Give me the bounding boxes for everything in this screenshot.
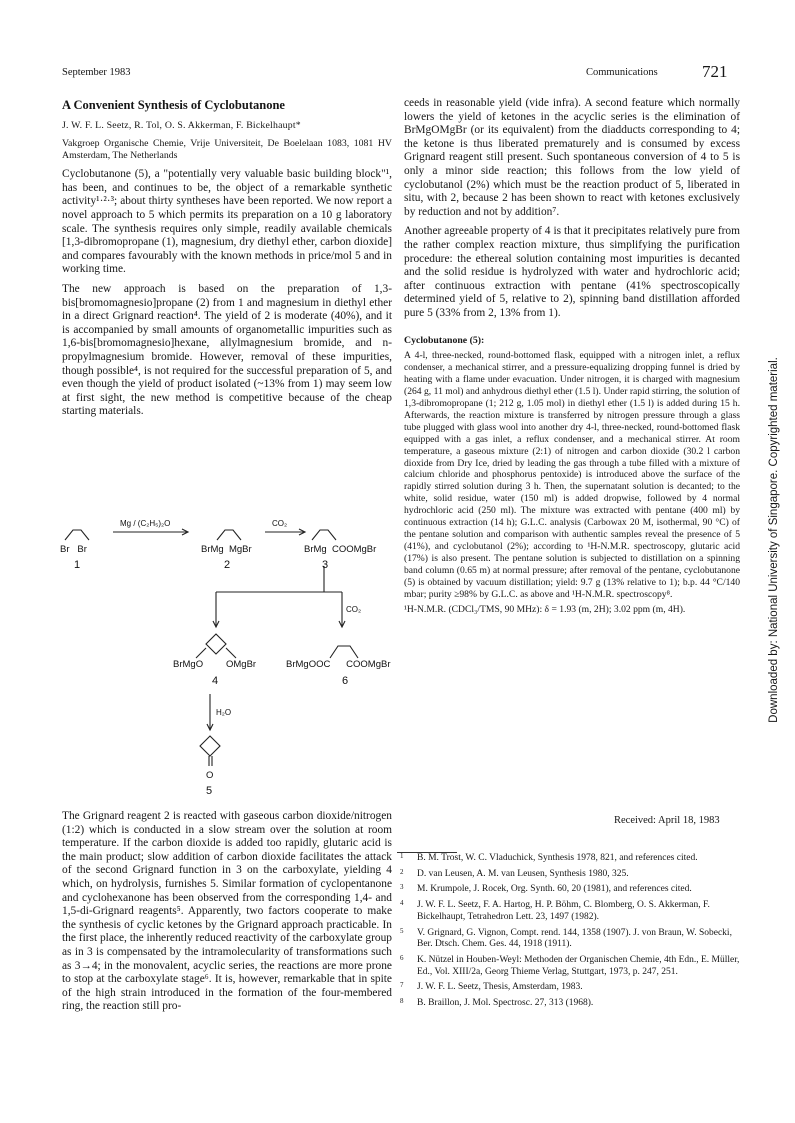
reference-item: 1 B. M. Trost, W. C. Vladuchick, Synthesis 1978, 821, and references cited. <box>400 852 698 863</box>
compound-2-label: BrMg MgBr <box>201 544 252 555</box>
compound-2-skeleton <box>217 530 241 540</box>
experimental-title: Cyclobutanone (5): <box>404 334 485 346</box>
reference-item: 6 K. Nützel in Houben-Weyl: Methoden der Organischen Chemie, 4th Edn., E. Müller, Ed., Vol. XIII/2a, Georg Thieme Verlag, Stuttgart, 1973, p. 247, 251. <box>400 953 740 977</box>
compound-6-label: BrMgOOC COOMgBr <box>286 659 391 670</box>
compound-5-number: 5 <box>206 785 213 797</box>
reference-item: 4 J. W. F. L. Seetz, F. A. Hartog, H. P. Böhm, C. Blomberg, O. S. Akkerman, F. Bickelhaupt, Tetrahedron Lett. 23, 1497 (1982). <box>400 899 710 922</box>
compound-5-oxygen: O <box>206 770 214 781</box>
left-column-top <box>62 99 392 425</box>
reference-item: 3 M. Krumpole, J. Rocek, Org. Synth. 60, 20 (1981), and references cited. <box>400 883 692 895</box>
compound-3-number: 3 <box>322 559 329 571</box>
right-paragraph-1: ceeds in reasonable yield (vide infra). A second feature which normally lowers the yield of ketones in the acyclic series is the elimination of BrMgOMgBr (or its equivalent) from the diadducts corresponding to 4; the ketone is thus liberated prematurely and is consumed by excess Grignard reagent still present. Such spontaneous conversion of 4 to 5 is only a minor side reaction; this follows from the low yield of cyclobutanol (2%) which must be the reaction product of 5, liberated in situ, with 2, because 2 has been shown to react with ketones exclusively by reduction and not by addition⁷. <box>404 97 740 218</box>
reference-item: 5 V. Grignard, G. Vignon, Compt. rend. 144, 1358 (1907). J. von Braun, W. Sobecki, Ber. Dtsch. Chem. Ges. 44, 1918 (1911). <box>400 926 732 950</box>
compound-5-ring <box>200 736 220 756</box>
nmr-data: ¹H-N.M.R. (CDCl₃/TMS, 90 MHz): δ = 1.93 (m, 2H); 3.02 ppm (m, 4H). <box>404 604 686 616</box>
references-list <box>400 853 740 1014</box>
experimental-text: A 4-l, three-necked, round-bottomed flask, equipped with a nitrogen inlet, a reflux condenser, a mechanical stirrer, and a pressure-equalizing dropping funnel is dried by heating with a flame under evacuation. Under nitrogen, it is charged with magnesium (264 g, 11 mol) and anhydrous diethyl ether (1.5 l). Under rapid stirring, the solution of 1,3-dibromopropane (1; 212 g, 1.05 mol) in diethyl ether (1.5 l) is added during 15 h. Afterwards, the reaction mixture is transferred by nitrogen pressure through a glass tube plugged with glass wool into another dry 4-l, three-necked, round-bottomed flask equipped with a gas inlet, a reflux condenser, and a mechanical stirrer. At room temperature, a gaseous mixture (2:1) of nitrogen and carbon dioxide (30.2 l carbon dioxide from Dry Ice, dried by leading the gas through a tube filled with a mixture of calcium chloride and phosphorus pentoxide) is introduced above the surface of the rapidly stirred solution during 3 h. Then, the supernatant solution is decanted; to the white, solid residue, water (150 ml) is added dropwise, followed by 4 normal hydrochloric acid (250 ml). The mixture was extracted with pentane (400 ml) by continuous extraction (14 h); G.L.C. analysis (Carbowax 20 M, isothermal, 90 °C) of the pentane solution and comparison with authentic samples reveal the presence of 5 (41%), and cyclobutanol (2%); according to ¹H-N.M.R. spectroscopy, glutaric acid (17%) is also present. The pentane solution is subjected to distillation on a spinning band column (0.65 m) at normal pressure; after removal of the pentane, cyclobutanone (5) is obtained by vacuum distillation; yield: 9.7 g (13% relative to 1); b.p. 44 °C/140 mbar; purity ≥98% by G.L.C. as above and ¹H-N.M.R. spectroscopy⁸. <box>404 350 740 600</box>
compound-6-number: 6 <box>342 675 349 687</box>
compound-1-number: 1 <box>74 559 81 571</box>
experimental-section <box>404 335 740 617</box>
header-date: September 1983 <box>62 67 131 78</box>
left-column-bottom <box>62 810 392 1020</box>
compound-4-number: 4 <box>212 675 219 687</box>
received-date: Received: April 18, 1983 <box>614 815 720 826</box>
reagent-2: CO₂ <box>272 519 288 528</box>
compound-6-skeleton <box>330 646 358 658</box>
reagent-4: H₂O <box>216 708 232 717</box>
reference-item: 7 J. W. F. L. Seetz, Thesis, Amsterdam, 1983. <box>400 981 583 993</box>
compound-4-right: OMgBr <box>226 659 257 670</box>
compound-2-number: 2 <box>224 559 231 571</box>
article-title: A Convenient Synthesis of Cyclobutanone <box>62 98 285 112</box>
left-paragraph-1: Cyclobutanone (5), a "potentially very valuable basic building block"¹, has been, and continues to be, the object of a remarkable synthetic activity¹·²·³; about thirty syntheses have been reported. We now report a novel approach to 5 which permits its preparation on a 10 g laboratory scale. The synthesis requires only simple, readily available chemicals [1,3-dibromopropane (1), magnesium, dry diethyl ether, carbon dioxide] and compares favourably with the known methods in price/mol 5 and in working time. <box>62 168 392 276</box>
compound-1-label: Br Br <box>60 544 87 555</box>
compound-4-left: BrMgO <box>173 659 204 670</box>
reference-item: 2 D. van Leusen, A. M. van Leusen, Synthesis 1980, 325. <box>400 867 629 879</box>
reagent-1: Mg / (C₂H₅)₂O <box>120 519 171 528</box>
article-authors: J. W. F. L. Seetz, R. Tol, O. S. Akkerman, F. Bickelhaupt* <box>62 119 301 131</box>
compound-3-skeleton <box>312 530 336 540</box>
compound-3-label: BrMg COOMgBr <box>304 544 377 555</box>
article-affiliation: Vakgroep Organische Chemie, Vrije Universiteit, De Boelelaan 1083, 1081 HV Amsterdam, The Netherlands <box>62 138 392 162</box>
right-paragraph-2: Another agreeable property of 4 is that it precipitates relatively pure from the rather complex reaction mixture, thus simplifying the purification procedure: the ethereal solution containing most impurities is decanted and the solid residue is hydrolyzed with water and hydrochloric acid; after continuous extraction with pentane (41% spectroscopically determined yield of 5, relative to 2), spinning band distillation afforded pure 5 (33% from 2, 13% from 1). <box>404 225 740 319</box>
compound-1-skeleton <box>65 530 89 540</box>
reagent-3: CO₂ <box>346 605 362 614</box>
compound-4-ring <box>206 634 226 654</box>
reaction-scheme <box>60 512 400 802</box>
left-paragraph-2: The new approach is based on the preparation of 1,3-bis[bromomagnesio]propane (2) from 1 and magnesium in diethyl ether in a direct Grignard reaction⁴. The yield of 2 is moderate (40%), and it is accompanied by small amounts of organometallic impurities such as 1,6-bis[bromomagnesio]hexane, allylmagnesium bromide, and n-propylmagnesium bromide. However, removal of these impurities, though possible⁴, is not required for the successful preparation of 5, and even though the yield of product isolated (~13% from 1) may seem low at first sight, the new method is competitive because of the cheap starting materials. <box>62 282 392 418</box>
left-paragraph-3: The Grignard reagent 2 is reacted with gaseous carbon dioxide/nitrogen (1:2) which is conducted in a slow stream over the solution at room temperature. If the carbon dioxide is added too rapidly, glutaric acid is the main product; slow addition of carbon dioxide facilitates the attack of the second Grignard function in 3 on the carboxylate, yielding 4 which, on hydrolysis, furnishes 5. Similar formation of cyclopentanone and cyclohexanone has been observed from the corresponding 1,4- and 1,5-di-Grignard reagents⁵. Apparently, two factors cooperate to make the synthesis of cyclic ketones by the Grignard approach practicable. In the first place, the inherently reduced reactivity of the carboxylate group as in 3 is compensated by the intramolecularity of transformations such as 3→4; in the monovalent, acyclic series, the reactions are more prone to stop at the carboxylate stage⁶. It is, however, remarkable that in spite of the high strain introduced in the formation of the four-membered ring, the reaction still pro- <box>62 810 392 1013</box>
reference-item: 8 B. Braillon, J. Mol. Spectrosc. 27, 313 (1968). <box>400 997 594 1009</box>
page-number: 721 <box>702 62 728 81</box>
right-column <box>404 97 740 620</box>
header-section: Communications <box>586 67 658 78</box>
